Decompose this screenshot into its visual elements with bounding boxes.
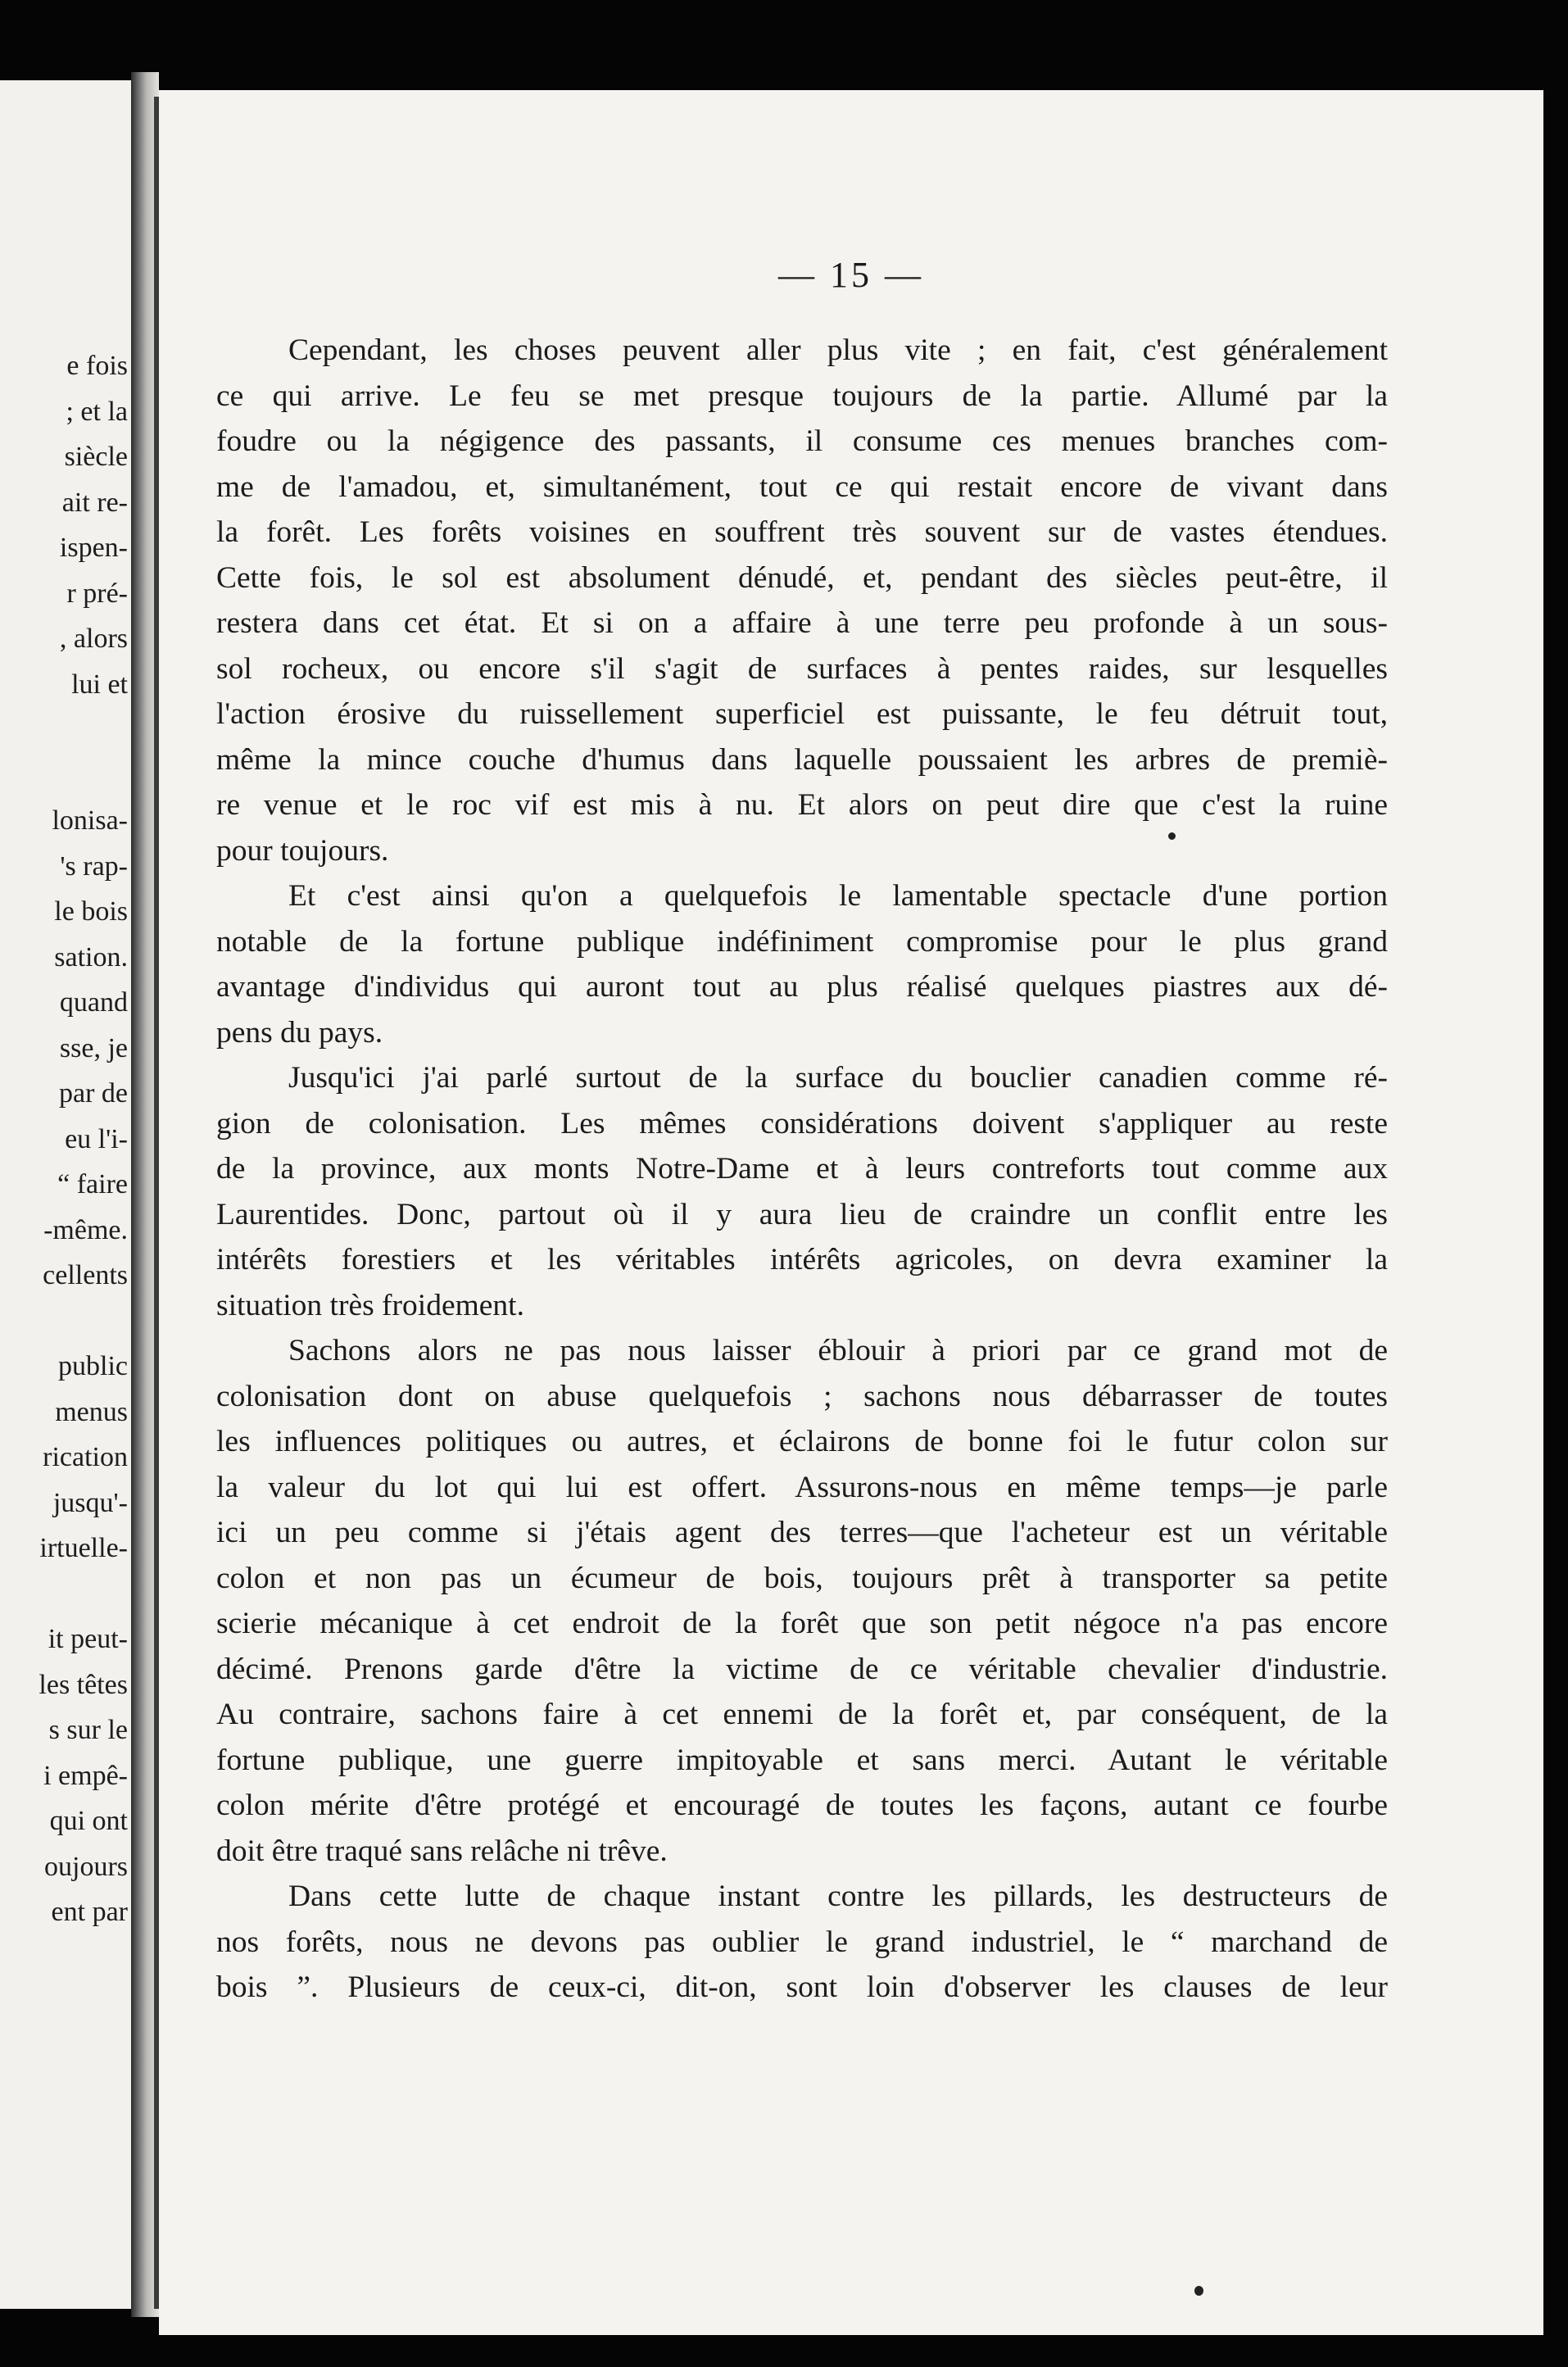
text-line: restera dans cet état. Et si on a affaire à une terre peu profonde à un sous- bbox=[216, 606, 1388, 640]
facing-page-line: sse, je bbox=[59, 1032, 128, 1063]
text-line: les influences politiques ou autres, et éclairons de bonne foi le futur colon sur bbox=[216, 1425, 1388, 1458]
text-line: bois ”. Plusieurs de ceux-ci, dit-on, sont loin d'observer les clauses de leur bbox=[216, 1970, 1388, 2004]
text-line: sol rocheux, ou encore s'il s'agit de surfaces à pentes raides, sur lesquelles bbox=[216, 651, 1388, 686]
facing-page-left bbox=[0, 80, 131, 2309]
facing-page-line: s sur le bbox=[48, 1715, 128, 1745]
text-line: même la mince couche d'humus dans laquelle poussaient les arbres de premiè- bbox=[216, 742, 1388, 777]
paragraph-2 bbox=[216, 873, 1388, 1055]
text-line: doit être traqué sans relâche ni trêve. bbox=[216, 1834, 668, 1868]
facing-page-line: menus bbox=[55, 1396, 128, 1427]
text-line: ici un peu comme si j'étais agent des terres—que l'acheteur est un véritable bbox=[216, 1516, 1388, 1549]
paragraph-1 bbox=[216, 328, 1388, 873]
ink-speck bbox=[1168, 832, 1176, 840]
text-line: scierie mécanique à cet endroit de la forêt que son petit négoce n'a pas encore bbox=[216, 1607, 1388, 1640]
text-line: Dans cette lutte de chaque instant contre les pillards, les destructeurs de bbox=[288, 1880, 1388, 1913]
text-line: re venue et le roc vif est mis à nu. Et alors on peut dire que c'est la ruine bbox=[216, 788, 1388, 822]
page-15 bbox=[159, 90, 1543, 2335]
facing-page-line: par de bbox=[58, 1078, 128, 1109]
facing-page-line: lonisa- bbox=[52, 805, 128, 836]
facing-page-line: i empê- bbox=[43, 1760, 128, 1791]
facing-page-line: 's rap- bbox=[60, 850, 128, 882]
body-text bbox=[216, 328, 1388, 2011]
paragraph-5 bbox=[216, 1874, 1388, 2011]
facing-page-line: quand bbox=[59, 987, 128, 1018]
text-line: Jusqu'ici j'ai parlé surtout de la surface du bouclier canadien comme ré- bbox=[288, 1061, 1388, 1095]
text-line: intérêts forestiers et les véritables intérêts agricoles, on devra examiner la bbox=[216, 1243, 1388, 1276]
text-line: Et c'est ainsi qu'on a quelquefois le lamentable spectacle d'une portion bbox=[288, 879, 1388, 913]
facing-page-line: cellents bbox=[43, 1260, 128, 1290]
ink-speck bbox=[1194, 2286, 1203, 2296]
facing-page-line: siècle bbox=[64, 442, 128, 472]
text-line: décimé. Prenons garde d'être la victime de ce véritable chevalier d'industrie. bbox=[216, 1652, 1388, 1686]
facing-page-line: jusqu'- bbox=[52, 1487, 128, 1518]
page-number: — 15 — bbox=[778, 255, 924, 295]
text-line: situation très froidement. bbox=[216, 1288, 524, 1322]
facing-page-line: -même. bbox=[43, 1214, 128, 1245]
text-line: fortune publique, une guerre impitoyable et sans merci. Autant le véritable bbox=[216, 1743, 1388, 1777]
text-line: pens du pays. bbox=[216, 1015, 383, 1050]
text-line: de la province, aux monts Notre-Dame et à leurs contreforts tout comme aux bbox=[216, 1152, 1388, 1186]
text-line: notable de la fortune publique indéfiniment compromise pour le plus grand bbox=[216, 924, 1388, 959]
facing-page-line: , alors bbox=[59, 623, 128, 654]
facing-page-line: public bbox=[58, 1351, 128, 1381]
facing-page-line: le bois bbox=[54, 896, 128, 927]
facing-page-line: ait re- bbox=[61, 487, 128, 518]
text-line: Cette fois, le sol est absolument dénudé, et, pendant des siècles peut-être, il bbox=[216, 560, 1388, 595]
text-line: ce qui arrive. Le feu se met presque toujours de la partie. Allumé par la bbox=[216, 379, 1388, 413]
facing-page-line: les têtes bbox=[39, 1669, 128, 1700]
facing-page-line: rication bbox=[43, 1442, 128, 1472]
text-line: avantage d'individus qui auront tout au plus réalisé quelques piastres aux dé- bbox=[216, 970, 1388, 1004]
facing-page-line: r pré- bbox=[66, 578, 128, 609]
facing-page-line: qui ont bbox=[49, 1806, 128, 1836]
facing-page-line: it peut- bbox=[48, 1624, 128, 1654]
facing-page-line: lui et bbox=[71, 669, 128, 700]
text-line: me de l'amadou, et, simultanément, tout ce qui restait encore de vivant dans bbox=[216, 469, 1388, 504]
facing-page-line: sation. bbox=[54, 941, 128, 973]
text-line: colon mérite d'être protégé et encouragé de toutes les façons, autant ce fourbe bbox=[216, 1789, 1388, 1822]
facing-page-line: e fois bbox=[66, 351, 128, 381]
paragraph-3 bbox=[216, 1055, 1388, 1328]
text-line: foudre ou la négigence des passants, il consume ces menues branches com- bbox=[216, 424, 1388, 458]
text-line: Sachons alors ne pas nous laisser éblouir à priori par ce grand mot de bbox=[288, 1334, 1388, 1367]
text-line: Laurentides. Donc, partout où il y aura lieu de craindre un conflit entre les bbox=[216, 1197, 1388, 1231]
facing-page-line: ; et la bbox=[66, 396, 128, 427]
facing-page-line: irtuelle- bbox=[39, 1533, 128, 1563]
text-line: Cependant, les choses peuvent aller plus vite ; en fait, c'est généralement bbox=[288, 333, 1388, 367]
text-line: la forêt. Les forêts voisines en souffrent très souvent sur de vastes étendues. bbox=[216, 515, 1388, 549]
text-line: gion de colonisation. Les mêmes considérations doivent s'appliquer au reste bbox=[216, 1106, 1388, 1140]
text-line: Au contraire, sachons faire à cet ennemi de la forêt et, par conséquent, de la bbox=[216, 1698, 1388, 1731]
text-line: colonisation dont on abuse quelquefois ; sachons nous débarrasser de toutes bbox=[216, 1379, 1388, 1413]
text-line: l'action érosive du ruissellement superficiel est puissante, le feu détruit tout, bbox=[216, 697, 1388, 731]
facing-page-line: oujours bbox=[44, 1851, 128, 1882]
text-line: nos forêts, nous ne devons pas oublier le grand industriel, le “ marchand de bbox=[216, 1925, 1388, 1959]
text-line: colon et non pas un écumeur de bois, toujours prêt à transporter sa petite bbox=[216, 1561, 1388, 1595]
facing-page-line: ispen- bbox=[59, 533, 128, 563]
paragraph-4 bbox=[216, 1328, 1388, 1874]
facing-page-line: eu l'i- bbox=[65, 1123, 128, 1154]
text-line: pour toujours. bbox=[216, 833, 389, 868]
facing-page-line: “ faire bbox=[57, 1169, 128, 1199]
facing-page-line: ent par bbox=[51, 1897, 128, 1927]
text-line: la valeur du lot qui lui est offert. Assurons-nous en même temps—je parle bbox=[216, 1470, 1388, 1504]
